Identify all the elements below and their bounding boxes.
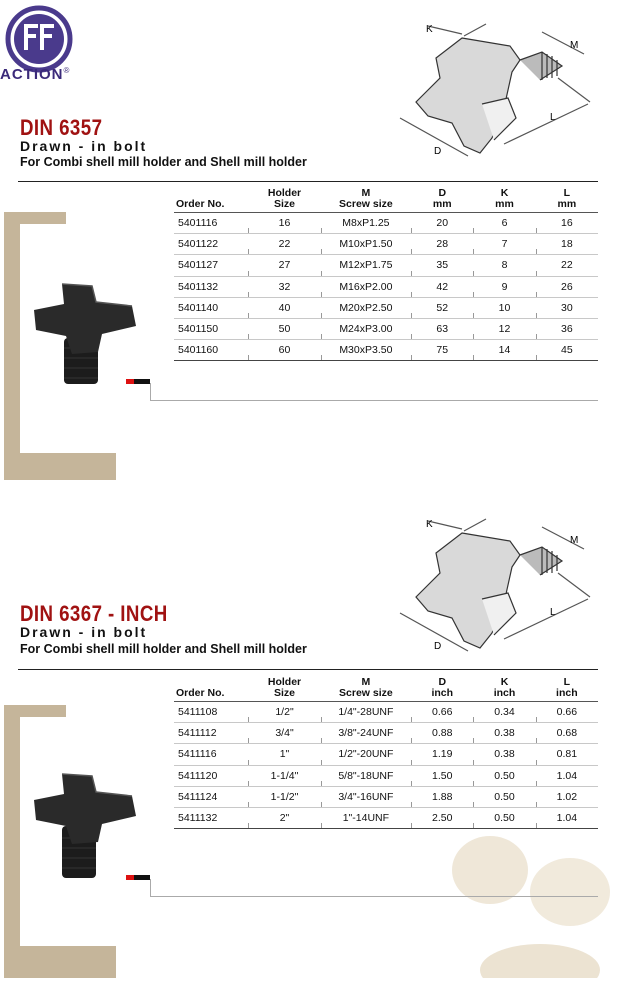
cell: 5411112 <box>174 723 248 744</box>
section-2-description: For Combi shell mill holder and Shell mill holder <box>20 642 307 656</box>
photo-frame-side <box>4 224 20 480</box>
cell: 2" <box>248 807 320 828</box>
table-row <box>174 213 598 234</box>
cell: 42 <box>411 276 473 297</box>
cell: 5401127 <box>174 255 248 276</box>
bolt-photo-inch <box>28 770 148 890</box>
cell: M30xP3.50 <box>321 340 411 361</box>
cell: 0.88 <box>411 723 473 744</box>
cell: 30 <box>536 297 598 318</box>
diagram-2-label-l: L <box>550 607 556 618</box>
footer-rule-tick <box>150 383 151 400</box>
col-screw-size: M Screw size <box>321 188 411 213</box>
cell: 3/4"-16UNF <box>321 786 411 807</box>
footer-rule-tick <box>150 879 151 896</box>
cell: 5401122 <box>174 234 248 255</box>
col-l: L mm <box>536 188 598 213</box>
cell: 1.04 <box>536 765 598 786</box>
cell: 22 <box>536 255 598 276</box>
cell: M8xP1.25 <box>321 213 411 234</box>
photo-frame-top <box>4 705 66 717</box>
cell: 0.66 <box>536 702 598 723</box>
diagram-1-label-m: M <box>570 40 579 51</box>
cell: 1.50 <box>411 765 473 786</box>
photo-marker <box>126 875 150 880</box>
cell: 14 <box>473 340 535 361</box>
table-row <box>174 340 598 361</box>
cell: 0.38 <box>473 744 535 765</box>
cell: 3/4" <box>248 723 320 744</box>
cell: 1"-14UNF <box>321 807 411 828</box>
table-row <box>174 297 598 318</box>
col-screw-size: M Screw size <box>321 677 411 702</box>
cell: 8 <box>473 255 535 276</box>
col-k: K inch <box>473 677 535 702</box>
photo-frame-bottom <box>4 453 116 480</box>
cell: 5411108 <box>174 702 248 723</box>
diagram-2-label-d: D <box>434 641 442 652</box>
cell: 1/2" <box>248 702 320 723</box>
cell: 9 <box>473 276 535 297</box>
cell: 0.34 <box>473 702 535 723</box>
background-decoration <box>440 820 620 978</box>
cell: 0.50 <box>473 786 535 807</box>
diagram-1-label-k: K <box>426 24 433 35</box>
table-row <box>174 786 598 807</box>
brand-name: ACTION® <box>0 66 71 83</box>
cell: 5401132 <box>174 276 248 297</box>
cell: 5/8"-18UNF <box>321 765 411 786</box>
cell: 32 <box>248 276 320 297</box>
cell: 0.50 <box>473 807 535 828</box>
cell: 1" <box>248 744 320 765</box>
table-row <box>174 765 598 786</box>
cell: 16 <box>536 213 598 234</box>
cell: 5411132 <box>174 807 248 828</box>
cell: 63 <box>411 318 473 339</box>
diagram-2-label-m: M <box>570 535 579 546</box>
cell: M16xP2.00 <box>321 276 411 297</box>
table-row <box>174 807 598 828</box>
cell: 26 <box>536 276 598 297</box>
cell: 1.88 <box>411 786 473 807</box>
cell: 75 <box>411 340 473 361</box>
col-l: L inch <box>536 677 598 702</box>
photo-frame-top <box>4 212 66 224</box>
cell: 16 <box>248 213 320 234</box>
cell: 0.66 <box>411 702 473 723</box>
section-2-subtitle: Drawn - in bolt <box>20 624 148 640</box>
cell: M24xP3.00 <box>321 318 411 339</box>
photo-marker <box>126 379 150 384</box>
col-d: D inch <box>411 677 473 702</box>
section-1-footer-rule <box>150 400 598 401</box>
cell: 2.50 <box>411 807 473 828</box>
table-row <box>174 318 598 339</box>
diagram-1-label-l: L <box>550 112 556 123</box>
photo-frame-bottom <box>4 946 116 978</box>
cell: 52 <box>411 297 473 318</box>
diagram-2-label-k: K <box>426 519 433 530</box>
cell: 40 <box>248 297 320 318</box>
cell: 5401140 <box>174 297 248 318</box>
cell: 0.50 <box>473 765 535 786</box>
brand-logo <box>4 4 74 74</box>
cell: 1/2"-20UNF <box>321 744 411 765</box>
cell: M20xP2.50 <box>321 297 411 318</box>
cell: 27 <box>248 255 320 276</box>
cell: 5411116 <box>174 744 248 765</box>
cell: 10 <box>473 297 535 318</box>
cell: 22 <box>248 234 320 255</box>
cell: M10xP1.50 <box>321 234 411 255</box>
cell: 6 <box>473 213 535 234</box>
table-row <box>174 723 598 744</box>
section-1-rule <box>18 181 598 182</box>
cell: 5401116 <box>174 213 248 234</box>
cell: 18 <box>536 234 598 255</box>
spec-table-metric <box>174 188 598 361</box>
cell: 20 <box>411 213 473 234</box>
table-row <box>174 234 598 255</box>
spec-table-inch <box>174 677 598 829</box>
cell: 1.04 <box>536 807 598 828</box>
section-1-title: DIN 6357 <box>20 115 103 140</box>
cell: 1-1/4" <box>248 765 320 786</box>
cell: 3/8"-24UNF <box>321 723 411 744</box>
cell: 60 <box>248 340 320 361</box>
table-row <box>174 255 598 276</box>
section-2-rule <box>18 669 598 670</box>
diagram-1-label-d: D <box>434 146 442 157</box>
cell: 1.02 <box>536 786 598 807</box>
section-1-description: For Combi shell mill holder and Shell mill holder <box>20 155 307 169</box>
cell: 50 <box>248 318 320 339</box>
cell: 35 <box>411 255 473 276</box>
cell: 5411124 <box>174 786 248 807</box>
table-row <box>174 702 598 723</box>
cell: 5401160 <box>174 340 248 361</box>
col-k: K mm <box>473 188 535 213</box>
cell: 28 <box>411 234 473 255</box>
cell: 0.38 <box>473 723 535 744</box>
table-row <box>174 744 598 765</box>
col-order-no: Order No. <box>174 677 248 702</box>
cell: 12 <box>473 318 535 339</box>
section-2-footer-rule <box>150 896 598 897</box>
cell: 1-1/2" <box>248 786 320 807</box>
photo-frame-side <box>4 717 20 978</box>
cell: M12xP1.75 <box>321 255 411 276</box>
bolt-diagram-metric <box>392 18 612 168</box>
col-holder-size: Holder Size <box>248 188 320 213</box>
cell: 36 <box>536 318 598 339</box>
cell: 1.19 <box>411 744 473 765</box>
cell: 5411120 <box>174 765 248 786</box>
col-order-no: Order No. <box>174 188 248 213</box>
col-holder-size: Holder Size <box>248 677 320 702</box>
cell: 7 <box>473 234 535 255</box>
cell: 45 <box>536 340 598 361</box>
cell: 0.81 <box>536 744 598 765</box>
section-1-subtitle: Drawn - in bolt <box>20 138 148 154</box>
table-row <box>174 276 598 297</box>
bolt-diagram-inch <box>392 513 612 663</box>
cell: 1/4"-28UNF <box>321 702 411 723</box>
cell: 5401150 <box>174 318 248 339</box>
col-d: D mm <box>411 188 473 213</box>
cell: 0.68 <box>536 723 598 744</box>
section-2-title: DIN 6367 - INCH <box>20 601 168 626</box>
